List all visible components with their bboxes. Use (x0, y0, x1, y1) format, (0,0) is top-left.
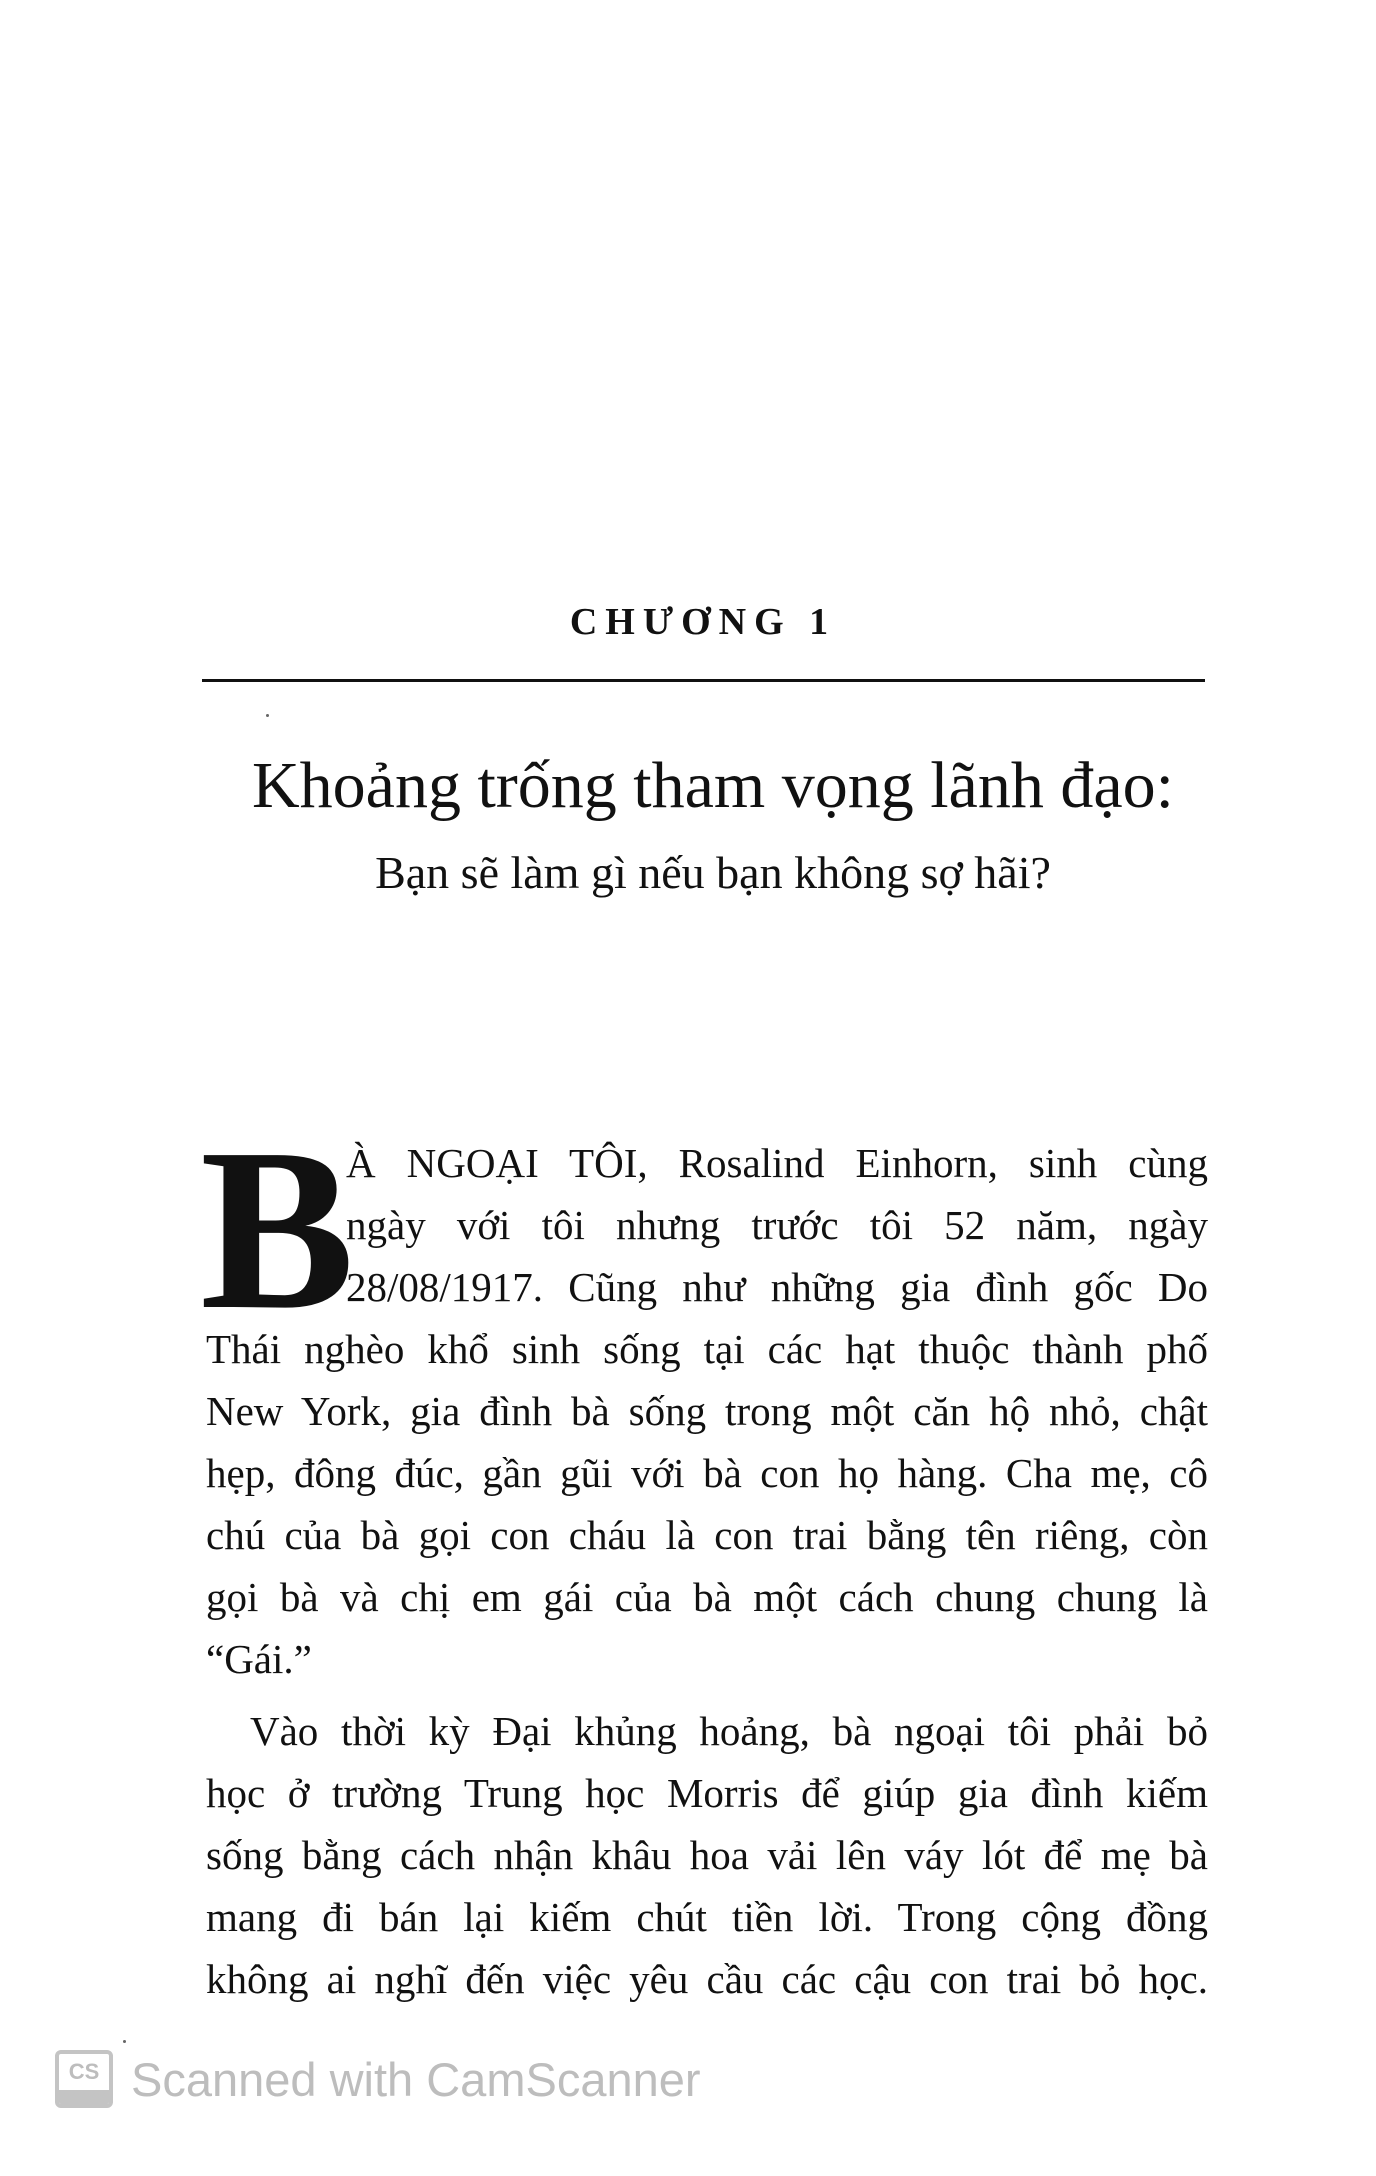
camscanner-logo-icon (55, 2050, 113, 2108)
chapter-divider (202, 679, 1205, 682)
text-line: chú của bà gọi con cháu là con trai bằng tên riêng, còn (206, 1512, 1208, 1558)
text-line: mang đi bán lại kiếm chút tiền lời. Trong cộng đồng (206, 1894, 1208, 1940)
scan-speck (266, 714, 269, 717)
drop-cap: B (200, 1101, 355, 1358)
paragraph-1 (206, 1132, 1208, 1690)
text-line: 28/08/1917. Cũng như những gia đình gốc Do (346, 1264, 1208, 1310)
chapter-subtitle: Bạn sẽ làm gì nếu bạn không sợ hãi? (375, 847, 1051, 898)
chapter-title: Khoảng trống tham vọng lãnh đạo: (251, 749, 1174, 822)
body-text (200, 1101, 1208, 2010)
text-line: Vào thời kỳ Đại khủng hoảng, bà ngoại tôi phải bỏ (250, 1708, 1208, 1754)
logo-text: CS (68, 2059, 100, 2084)
text-line: “Gái.” (206, 1636, 312, 1682)
text-line: sống bằng cách nhận khâu hoa vải lên váy lót để mẹ bà (206, 1832, 1208, 1878)
watermark-text: Scanned with CamScanner (131, 2052, 701, 2106)
text-line: gọi bà và chị em gái của bà một cách chung chung là (206, 1574, 1208, 1620)
chapter-label: CHƯƠNG 1 (569, 601, 837, 643)
text-line: học ở trường Trung học Morris để giúp gia đình kiếm (206, 1770, 1208, 1816)
camscanner-watermark (55, 2050, 701, 2108)
text-line: hẹp, đông đúc, gần gũi với bà con họ hàng. Cha mẹ, cô (206, 1450, 1208, 1496)
text-line: Thái nghèo khổ sinh sống tại các hạt thuộc thành phố (206, 1326, 1208, 1372)
text-line: New York, gia đình bà sống trong một căn hộ nhỏ, chật (206, 1388, 1208, 1434)
text-line: À NGOẠI TÔI, Rosalind Einhorn, sinh cùng (346, 1140, 1208, 1186)
text-line: ngày với tôi nhưng trước tôi 52 năm, ngày (346, 1202, 1208, 1248)
paragraph-2 (206, 1700, 1208, 2010)
scan-speck (123, 2040, 126, 2043)
text-line: không ai nghĩ đến việc yêu cầu các cậu con trai bỏ học. (206, 1956, 1208, 2002)
